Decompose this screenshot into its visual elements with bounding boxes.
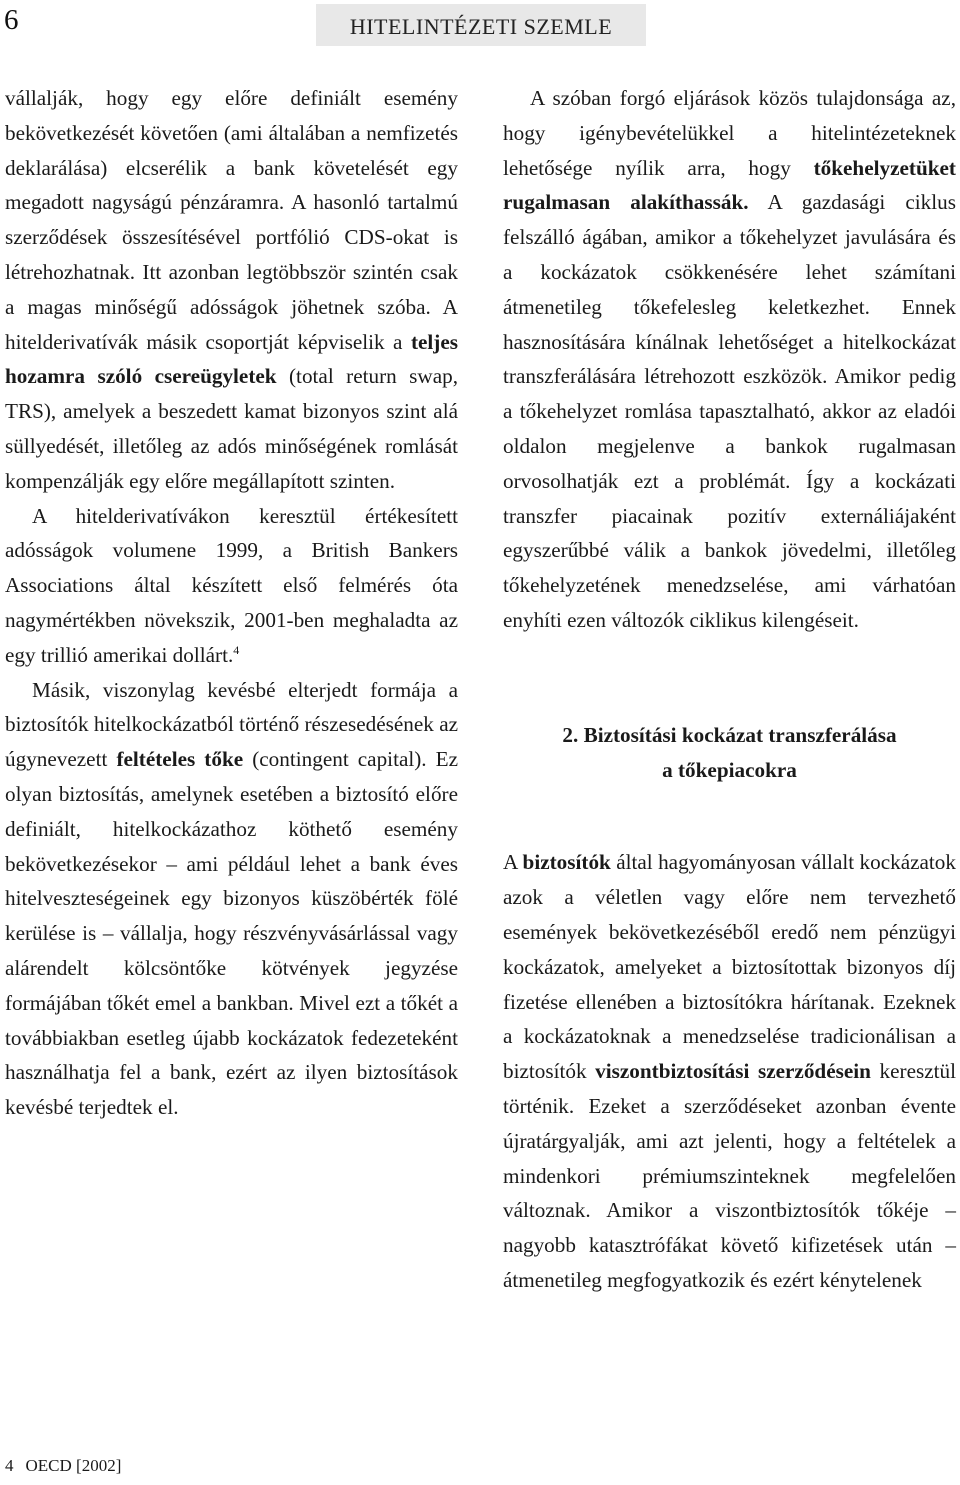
bold-term: teljes hozamra szóló csereügyletek [5,329,458,389]
paragraph [5,499,458,673]
text-run: keresztül történik. Ezeket a szerződéseket azonban évente újratárgyalják, ami azt jelenti, hogy a feltételek a mindenkori prémiumszinteknek megfelelően változnak. Amikor a viszontbiztosítók tőkéje – nagyobb katasztrófákat követő kifizetések után – átmenetileg megfogyatkozik és ezért kénytelenek [503,1059,956,1292]
text-run: A gazdasági ciklus felszálló ágában, amikor a tőkehelyzet javulására és a kockázatok csökkenésére lehet számítani átmenetileg tőkefelesleg keletkezhet. Ennek hasznosítására kínálnak lehetőséget a hitelkockázat transzferálására létrehozott eszközök. Amikor pedig a tőkehelyzet romlása tapasztalható, akkor az eladói oldalon megjelenve a bankok rugalmasan orvosolhatják ezt a problémát. Így a kockázati transzfer piacainak pozitív externáliájaként egyszerűbbé válik a bankok jövedelmi, illetőleg tőkehelyzetének menedzselése, ami várhatóan enyhíti ezen változók ciklikus kilengéseit. [503,190,956,632]
page-number: 6 [4,4,19,36]
text-run: (contingent capital). Ez olyan biztosítás, amelynek esetében a biztosító előre definiált, hitelkockázathoz köthető esemény bekövetkezésekor – ami például lehet a bank éves hitelveszteségeinek egy bizonyos küszöbérték fölé kerülése is – vállalja, hogy részvényvásárlással vagy alárendelt kölcsöntőke kötvények jegyzése formájában tőkét emel a bankban. Mivel ezt a tőkét a továbbiakban esetleg újabb kockázatok fedezeteként használhatja fel a bank, ezért az ilyen biztosítások kevésbé terjedtek el. [5,747,459,1120]
text-run: vállalják, hogy egy előre definiált esemény bekövetkezését követően (ami általában a nemfizetés deklarálása) elcserélik a bank követelését egy megadott nagyságú pénzáramra. A hasonló tartalmú szerződések összesítésével portfólió CDS-okat is létrehozhatnak. Itt azonban legtöbbször szintén csak a magas minőségű adósságok jöhetnek szóba. A hitelderivatívák másik csoportját képviselik a [5,86,458,354]
text-run: Másik, viszonylag kevésbé elterjedt formája a biztosítók hitelkockázatból történő részesedésének az úgynevezett [5,677,458,772]
text-run: A szóban forgó eljárások közös tulajdonsága az, hogy igénybevételükkel a hitelintézeteknek lehetősége nyílik arra, hogy [503,86,956,180]
paragraph [5,81,458,499]
footnote-text: OECD [2002] [25,1456,122,1475]
paragraph [5,673,458,1125]
footnote-marker: 4 [5,1456,14,1475]
bold-term: feltételes tőke [116,747,244,772]
text-run: (total return swap, TRS), amelyek a beszedett kamat bizonyos szint alá süllyedését, illetőleg az adós minőségének romlását kompenzálják egy előre megállapított szinten. [5,364,458,493]
section-heading-line: a tőkepiacokra [662,757,797,782]
text-run: által hagyományosan vállalt kockázatok azok a véletlen vagy előre nem tervezhető események bekövetkezéséből eredő nem pénzügyi kockázatok, amelyeket a biztosítottak bizonyos díj fizetése ellenében a biztosítókra hárítanak. Ezeknek a kockázatoknak a menedzselése tradicionálisan a biztosítók [503,850,956,1084]
left-column [5,81,458,1125]
bold-term: viszontbiztosítási szerződésein [595,1059,871,1084]
footnote [5,1455,121,1477]
paragraph [503,845,956,1297]
text-run: A hitelderivatívákon keresztül értékesített adósságok volumene 1999, a British Bankers Associations által készített első felmérés óta nagymértékben növekszik, 2001-ben meghaladta az egy trillió amerikai dollárt. [5,503,458,667]
footnote-ref: 4 [233,642,240,657]
paragraph [503,81,956,638]
bold-term: biztosítók [522,850,611,875]
right-column [503,81,956,1298]
bold-term: tőkehelyzetüket rugalmasan alakíthassák. [503,155,956,215]
journal-title: HITELINTÉZETI SZEMLE [316,4,646,46]
text-run: A [503,850,523,875]
section-heading [503,718,956,788]
section-heading-line: 2. Biztosítási kockázat transzferálása [562,722,897,747]
